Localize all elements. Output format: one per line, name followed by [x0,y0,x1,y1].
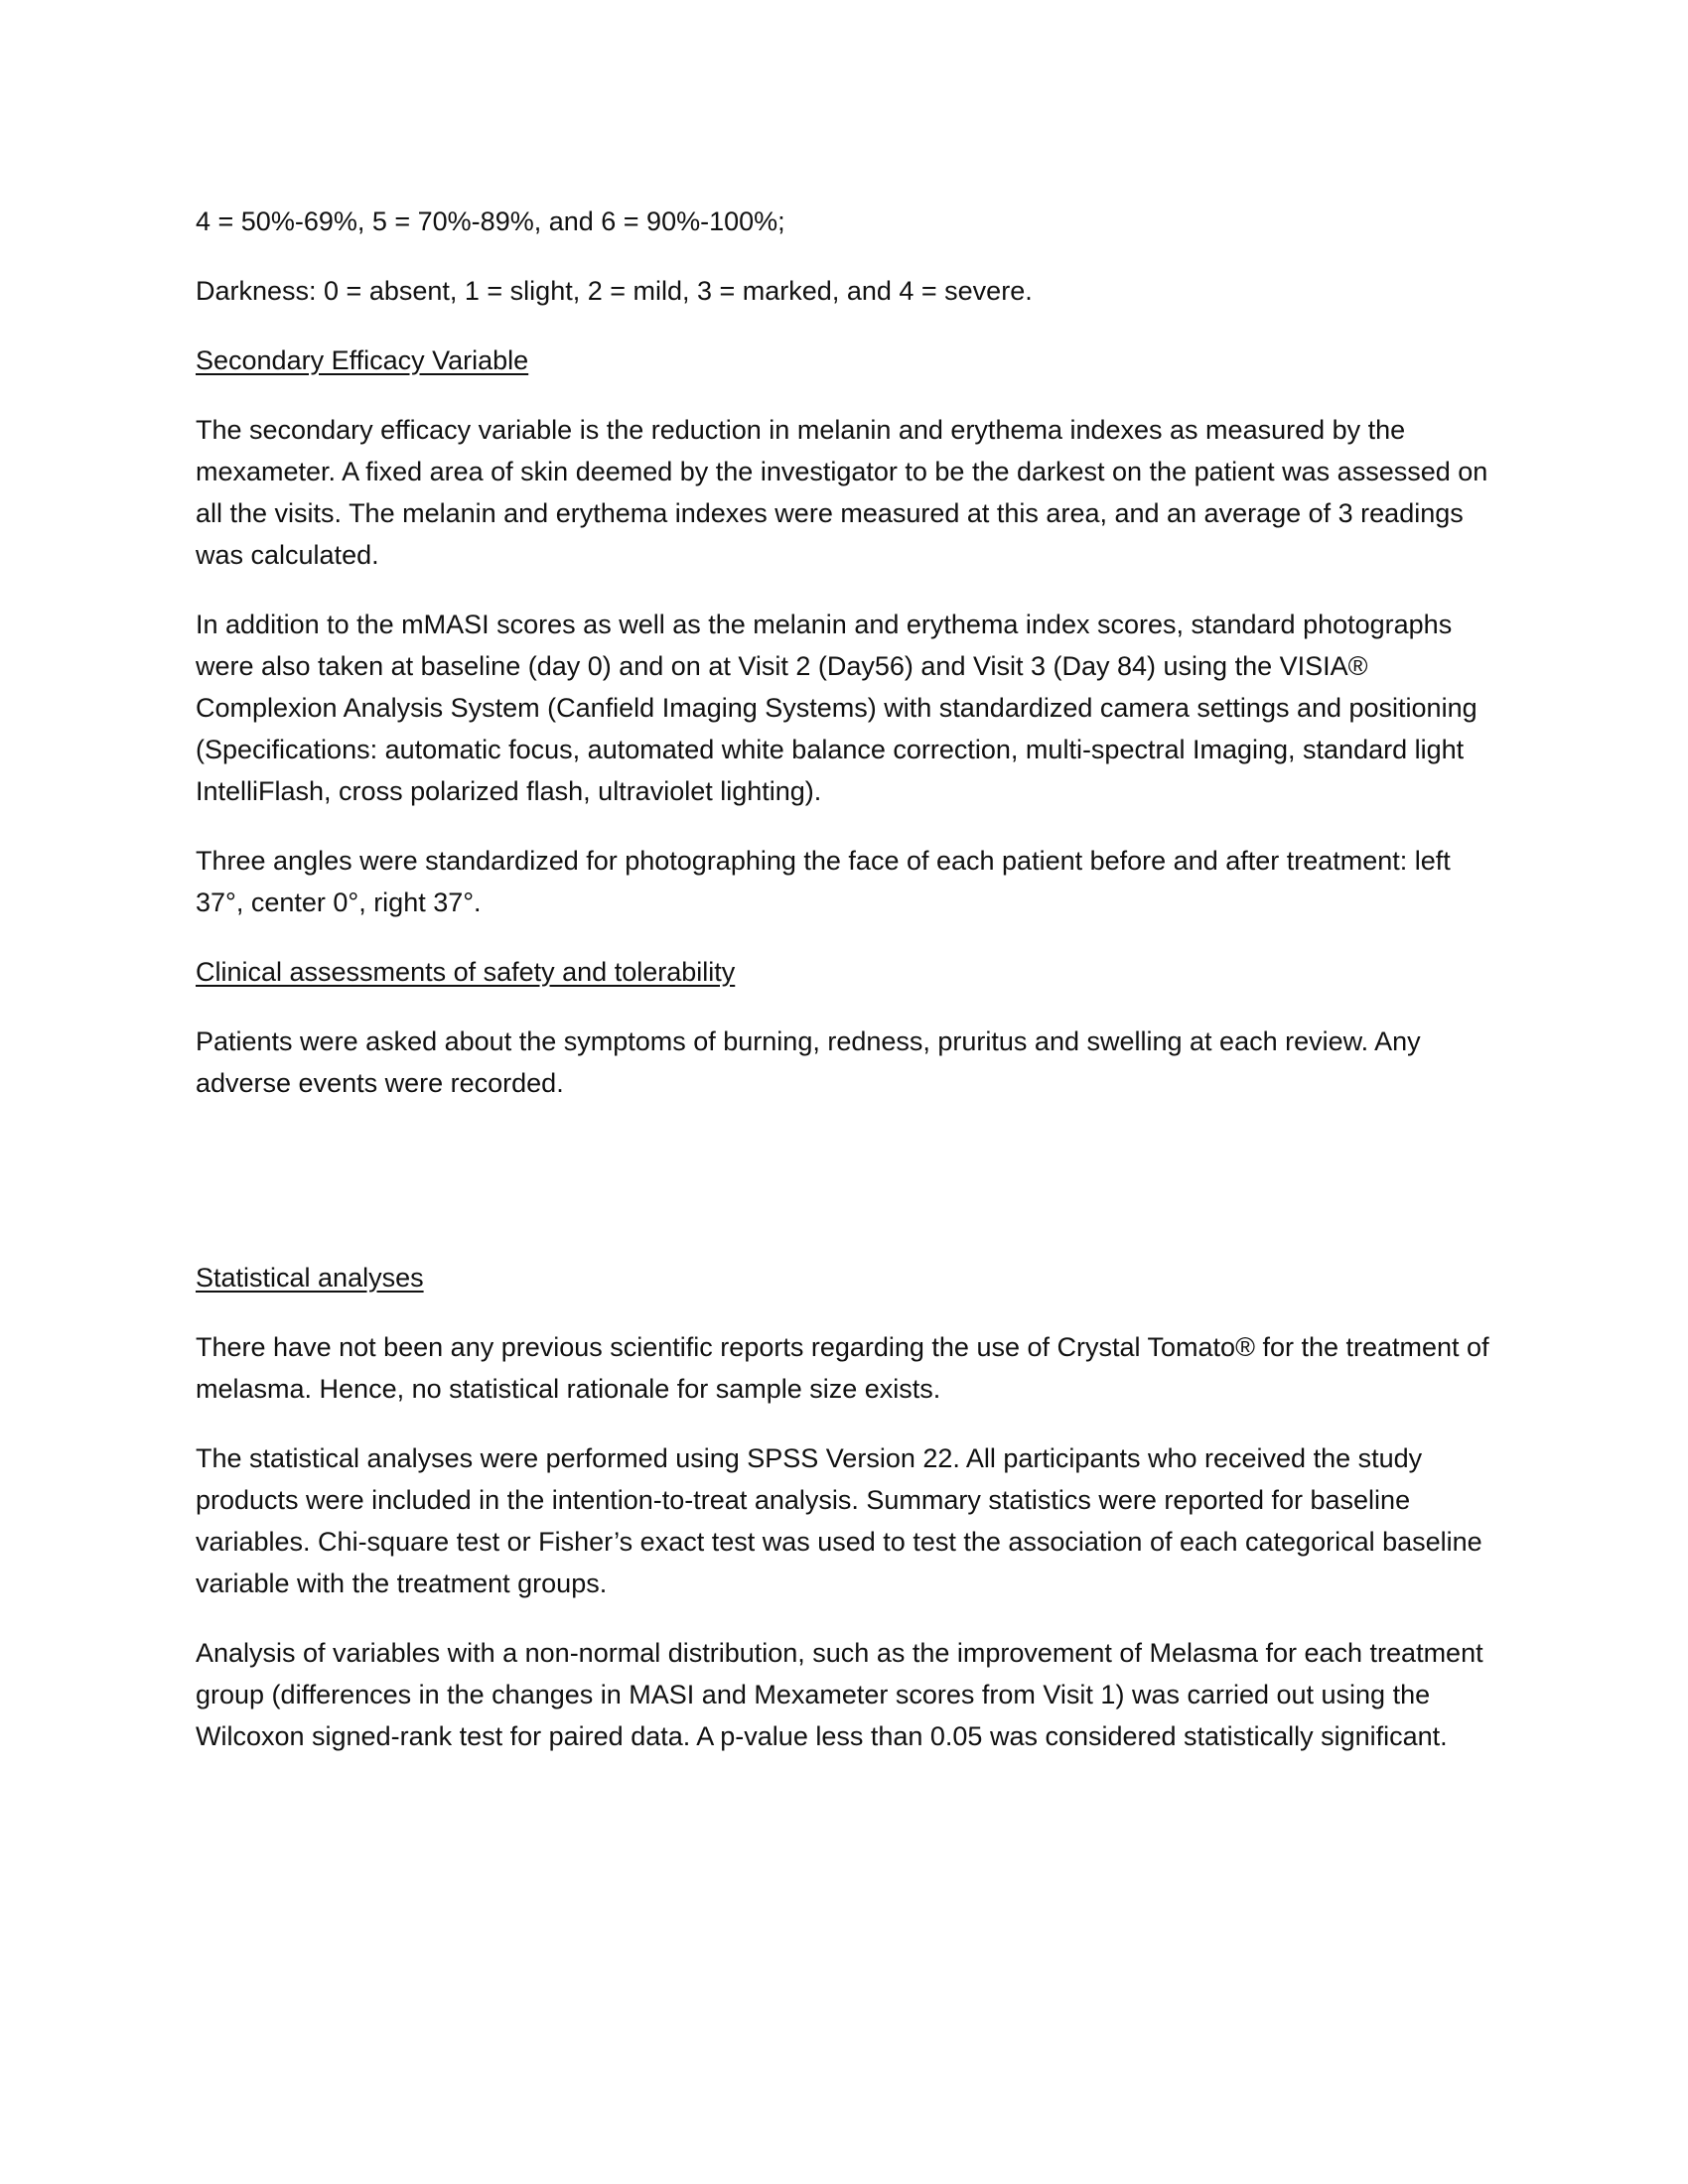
scale-line: 4 = 50%-69%, 5 = 70%-89%, and 6 = 90%-100%; [196,206,785,236]
statistics-paragraph-3: Analysis of variables with a non-normal distribution, such as the improvement of Melasma for each treatment group (differences in the changes in MASI and Mexameter scores from Visit 1) was carried out using the Wilcoxon signed-rank test for paired data. A p-value less than 0.05 was considered statistically significant. [196,1638,1483,1751]
statistics-paragraph-1: There have not been any previous scientific reports regarding the use of Crystal Tomato® for the treatment of melasma. Hence, no statistical rationale for sample size exists. [196,1332,1489,1404]
safety-heading: Clinical assessments of safety and tolerability [196,957,736,987]
section-spacer [196,1132,1496,1257]
darkness-line: Darkness: 0 = absent, 1 = slight, 2 = mild, 3 = marked, and 4 = severe. [196,276,1033,306]
photographs-paragraph: In addition to the mMASI scores as well as the melanin and erythema index scores, standard photographs were also taken at baseline (day 0) and on at Visit 2 (Day56) and Visit 3 (Day 84) using the VISIA® Complexion Analysis System (Canfield Imaging Systems) with standardized camera settings and positioning (Specifications: automatic focus, automated white balance correction, multi-spectral Imaging, standard light IntelliFlash, cross polarized flash, ultraviolet lighting). [196,610,1477,806]
document-page [196,201,1496,1785]
statistical-analyses-heading: Statistical analyses [196,1263,424,1293]
statistics-paragraph-2: The statistical analyses were performed using SPSS Version 22. All participants who received the study products were included in the intention-to-treat analysis. Summary statistics were reported for baseline variables. Chi-square test or Fisher’s exact test was used to test the association of each categorical baseline variable with the treatment groups. [196,1443,1482,1598]
secondary-efficacy-heading: Secondary Efficacy Variable [196,345,529,375]
angles-paragraph: Three angles were standardized for photographing the face of each patient before and after treatment: left 37°, center 0°, right 37°. [196,846,1451,917]
safety-paragraph: Patients were asked about the symptoms of burning, redness, pruritus and swelling at each review. Any adverse events were recorded. [196,1026,1421,1098]
secondary-efficacy-paragraph: The secondary efficacy variable is the reduction in melanin and erythema indexes as measured by the mexameter. A fixed area of skin deemed by the investigator to be the darkest on the patient was assessed on all the visits. The melanin and erythema indexes were measured at this area, and an average of 3 readings was calculated. [196,415,1488,570]
